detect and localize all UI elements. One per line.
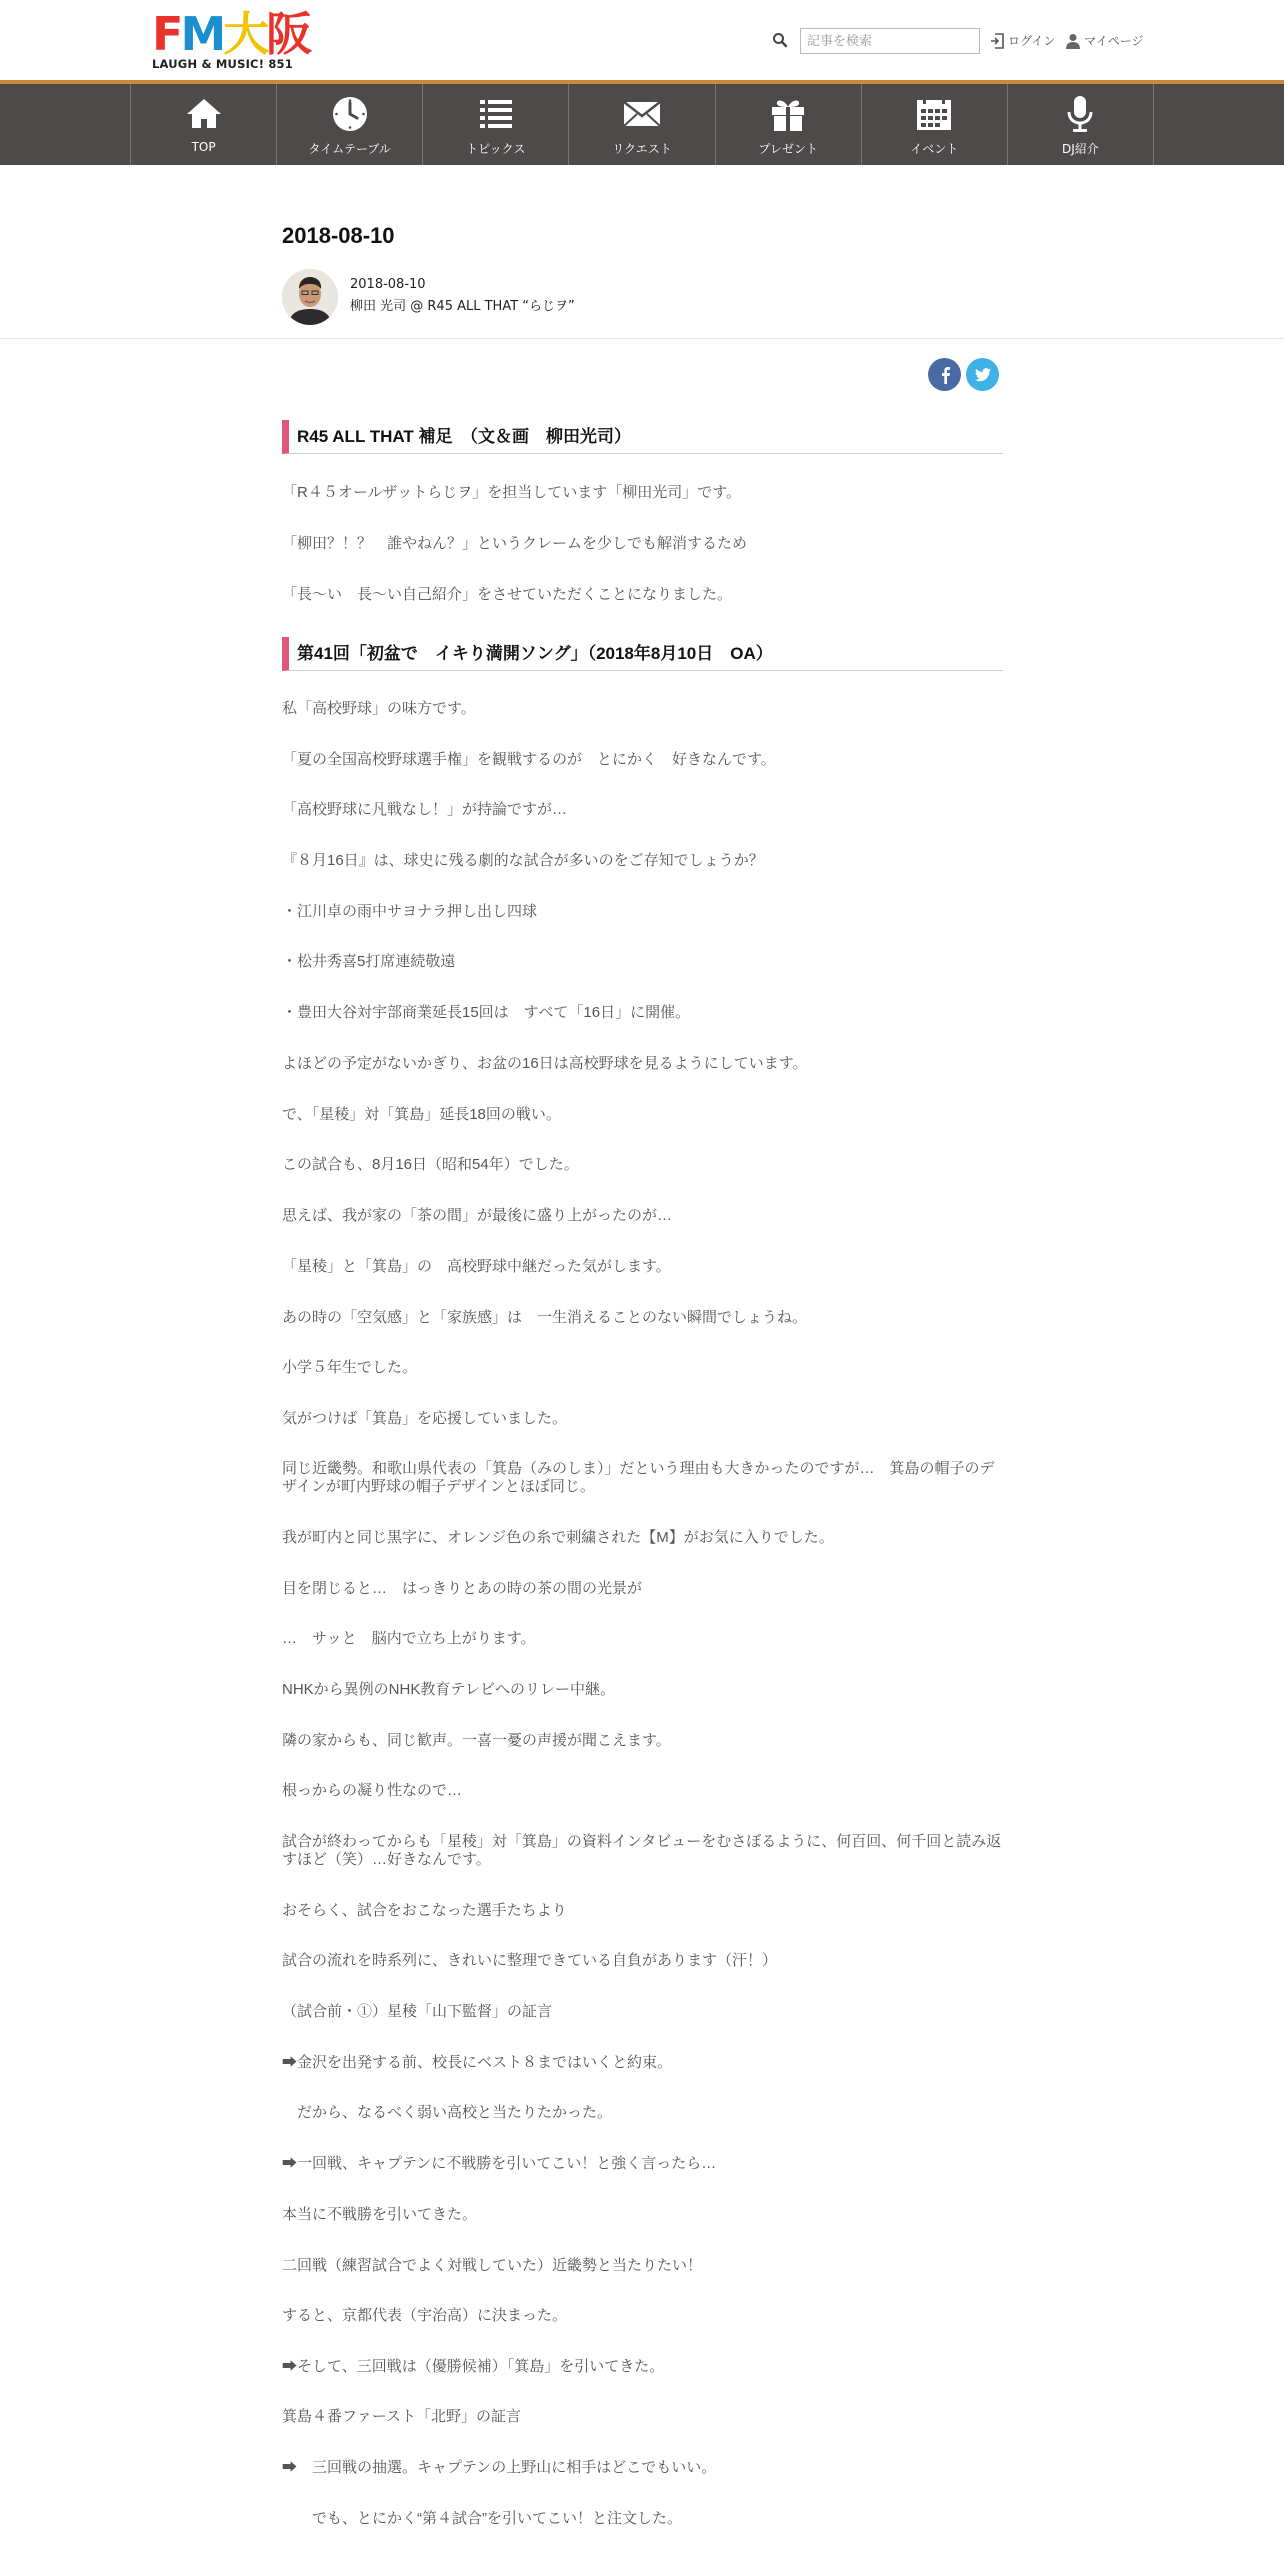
paragraph: ・江川卓の雨中サヨナラ押し出し四球 xyxy=(282,903,538,920)
paragraph: （試合前・①）星稜「山下監督」の証言 xyxy=(282,2003,553,2020)
paragraph: おそらく、試合をおこなった選手たちより xyxy=(282,1902,567,1919)
gift-icon xyxy=(768,94,808,134)
paragraph: 根っからの凝り性なので… xyxy=(282,1782,463,1799)
logo-tagline: LAUGH & MUSIC! 851 xyxy=(152,57,293,71)
paragraph: 試合が終わってからも「星稜」対「箕島」の資料インタビューをむさぼるように、何百回、何千回と読み返すほど（笑）…好きなんです。 xyxy=(282,1833,1002,1868)
paragraph: すると、京都代表（宇治高）に決まった。 xyxy=(282,2307,568,2324)
paragraph: ・松井秀喜5打席連続敬遠 xyxy=(282,953,456,970)
nav-item-label: イベント xyxy=(910,142,959,156)
paragraph: よほどの予定がないかぎり、お盆の16日は高校野球を見るようにしています。 xyxy=(282,1055,808,1072)
paragraph: 「高校野球に凡戦なし！」が持論ですが… xyxy=(282,801,568,818)
mypage-label: マイページ xyxy=(1084,34,1144,48)
paragraph: 箕島４番ファースト「北野」の証言 xyxy=(282,2408,521,2425)
nav-item-label: プレゼント xyxy=(758,142,818,156)
paragraph: 隣の家からも、同じ歓声。一喜一憂の声援が聞こえます。 xyxy=(282,1732,671,1749)
nav-item-event[interactable] xyxy=(862,84,1008,165)
paragraph: NHKから異例のNHK教育テレビへのリレー中継。 xyxy=(282,1681,616,1698)
nav-item-label: TOP xyxy=(191,140,216,154)
paragraph: 「R４５オールザットらじヲ」を担当しています「柳田光司」です。 xyxy=(282,484,742,501)
search-box xyxy=(772,28,980,54)
nav-item-present[interactable] xyxy=(716,84,862,165)
share-buttons xyxy=(928,358,999,391)
twitter-share-button[interactable] xyxy=(966,358,999,391)
logo-letter: F xyxy=(152,7,181,61)
calendar-icon xyxy=(914,94,954,134)
paragraph: 「長～い 長～い自己紹介」をさせていただくことになりました。 xyxy=(282,586,733,603)
logo-letter: M xyxy=(180,7,224,61)
paragraph: 二回戦（練習試合でよく対戦していた）近畿勢と当たりたい！ xyxy=(282,2257,703,2274)
search-icon[interactable] xyxy=(772,32,790,50)
paragraph: ・豊田大谷対宇部商業延長15回は すべて「16日」に開催。 xyxy=(282,1004,691,1021)
microphone-icon xyxy=(1060,94,1100,134)
nav-item-label: DJ紹介 xyxy=(1062,142,1099,156)
paragraph: 「柳田？！？ 誰やねん？」というクレームを少しでも解消するため xyxy=(282,535,748,552)
paragraph: あの時の「空気感」と「家族感」は 一生消えることのない瞬間でしょうね。 xyxy=(282,1309,808,1326)
envelope-icon xyxy=(622,94,662,134)
nav-item-topics[interactable] xyxy=(423,84,569,165)
article-header xyxy=(0,165,1284,339)
paragraph: ➡ 三回戦の抽選。キャプテンの上野山に相手はどこでもいい。 xyxy=(282,2459,717,2476)
paragraph: 『８月16日』は、球史に残る劇的な試合が多いのをご存知でしょうか？ xyxy=(282,852,764,869)
nav-item-label: トピックス xyxy=(466,142,526,156)
paragraph: だから、なるべく弱い高校と当たりたかった。 xyxy=(282,2104,613,2121)
paragraph: でも、とにかく“第４試合”を引いてこい！と注文した。 xyxy=(282,2510,682,2527)
paragraph: 試合の流れを時系列に、きれいに整理できている自負があります（汗！） xyxy=(282,1952,778,1969)
article-date: 2018-08-10 xyxy=(350,277,426,292)
paragraph: 「星稜」と「箕島」の 高校野球中継だった気がします。 xyxy=(282,1258,671,1275)
paragraph: 思えば、我が家の「茶の間」が最後に盛り上がったのが… xyxy=(282,1207,673,1224)
paragraph: ➡金沢を出発する前、校長にベスト８まではいくと約束。 xyxy=(282,2054,673,2071)
paragraph: 私「高校野球」の味方です。 xyxy=(282,700,476,717)
paragraph: 本当に不戦勝を引いてきた。 xyxy=(282,2206,478,2223)
list-icon xyxy=(476,94,516,134)
global-nav xyxy=(0,84,1284,165)
paragraph: 我が町内と同じ黒字に、オレンジ色の糸で刺繍された【M】がお気に入りでした。 xyxy=(282,1529,834,1546)
nav-item-label: タイムテーブル xyxy=(308,142,391,156)
login-icon xyxy=(990,33,1004,49)
facebook-icon xyxy=(939,366,951,384)
paragraph: この試合も、8月16日（昭和54年）でした。 xyxy=(282,1156,579,1173)
facebook-share-button[interactable] xyxy=(928,358,961,391)
nav-item-dj[interactable] xyxy=(1008,84,1154,165)
author-avatar[interactable] xyxy=(282,269,338,325)
nav-item-request[interactable] xyxy=(569,84,715,165)
nav-item-timetable[interactable] xyxy=(277,84,423,165)
nav-item-top[interactable] xyxy=(131,84,277,165)
logo-letter: 阪 xyxy=(266,7,310,61)
nav-item-label: リクエスト xyxy=(612,142,672,156)
section-heading: R45 ALL THAT 補足 （文＆画 柳田光司） xyxy=(282,420,1003,454)
paragraph: … サッと 脳内で立ち上がります。 xyxy=(282,1630,536,1647)
paragraph: 気がつけば「箕島」を応援していました。 xyxy=(282,1410,568,1427)
paragraph: ➡そして、三回戦は（優勝候補）「箕島」を引いてきた。 xyxy=(282,2358,665,2375)
clock-icon xyxy=(330,94,370,134)
paragraph: 「夏の全国高校野球選手権」を観戦するのが とにかく 好きなんです。 xyxy=(282,751,776,768)
mypage-link[interactable] xyxy=(1066,32,1144,49)
login-label: ログイン xyxy=(1008,34,1056,48)
user-icon xyxy=(1066,33,1080,49)
paragraph: ➡一回戦、キャプテンに不戦勝を引いてこい！と強く言ったら… xyxy=(282,2155,717,2172)
site-header xyxy=(0,0,1284,84)
login-link[interactable] xyxy=(990,32,1055,49)
site-logo[interactable] xyxy=(152,7,310,72)
logo-letter: 大 xyxy=(223,7,267,61)
paragraph: 同じ近畿勢。和歌山県代表の「箕島（みのしま）」だという理由も大きかったのですが… 箕島の帽子のデザインが町内野球の帽子デザインとほぼ同じ。 xyxy=(282,1460,995,1495)
search-input[interactable] xyxy=(800,28,980,54)
paragraph: 目を閉じると… はっきりとあの時の茶の間の光景が xyxy=(282,1580,643,1597)
twitter-icon xyxy=(975,368,991,382)
article-title: 2018-08-10 xyxy=(282,223,395,248)
section-heading: 第41回「初盆で イキり満開ソング」（2018年8月10日 OA） xyxy=(282,637,1003,671)
paragraph: で、「星稜」対「箕島」延長18回の戦い。 xyxy=(282,1106,561,1123)
paragraph: 小学５年生でした。 xyxy=(282,1359,418,1376)
article-author[interactable]: 柳田 光司 @ R45 ALL THAT “らじヲ” xyxy=(350,299,575,314)
home-icon xyxy=(184,94,224,134)
logo-mark xyxy=(152,7,310,61)
